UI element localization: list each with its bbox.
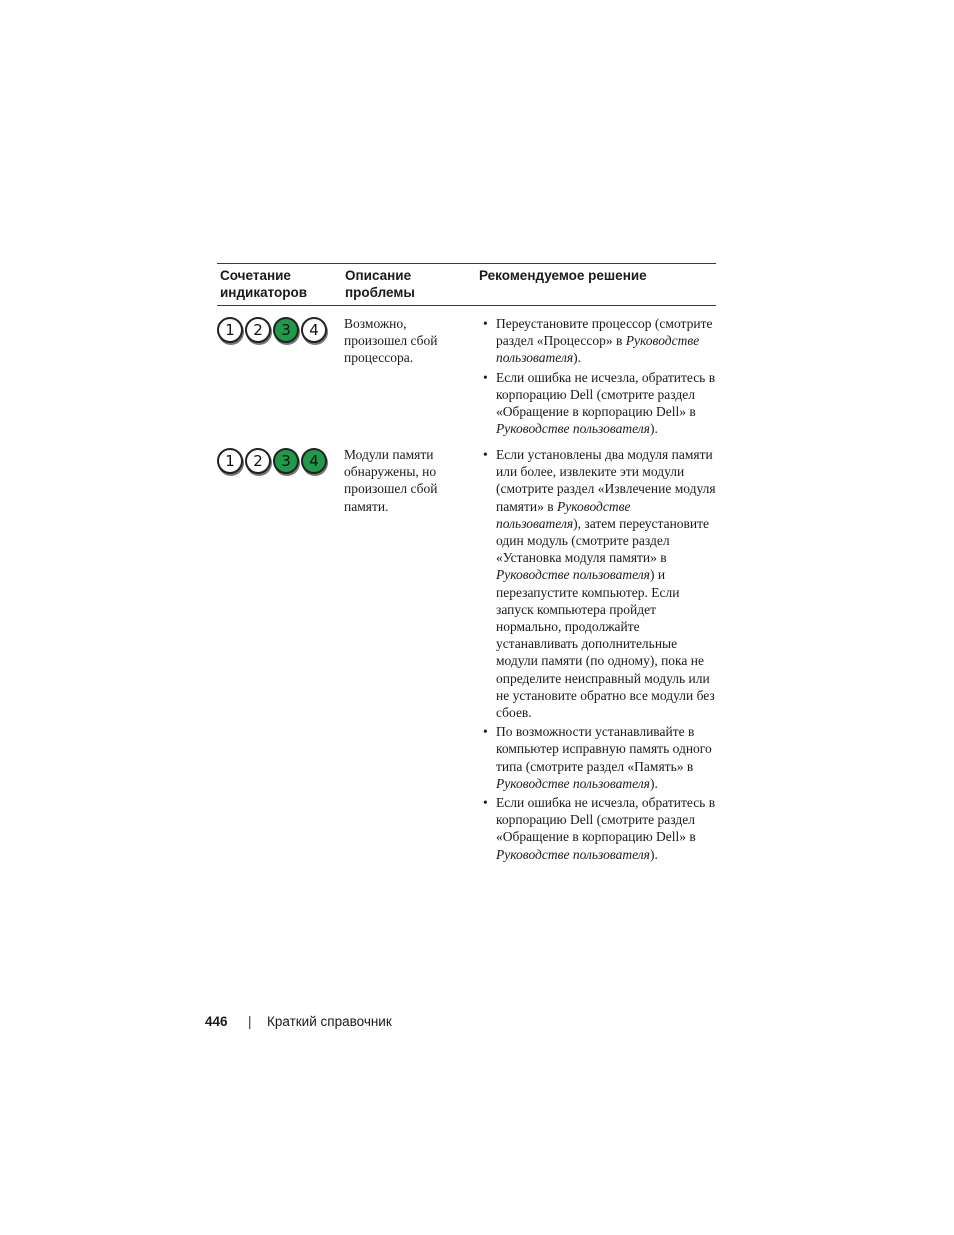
diagnostic-lights-table — [217, 263, 716, 862]
led-2-icon: 2 — [245, 448, 271, 474]
solution-cell — [481, 315, 717, 439]
footer-title: Краткий справочник — [267, 1014, 392, 1029]
table-header — [217, 264, 716, 305]
user-guide-reference: Руководстве пользователя — [496, 421, 650, 437]
solution-cell — [481, 446, 717, 865]
header-indicators: Сочетание индикаторов — [220, 268, 308, 300]
indicator-lights — [217, 448, 327, 474]
led-1-icon: 1 — [217, 317, 243, 343]
header-bottom-rule — [217, 305, 716, 306]
table-row — [217, 446, 716, 862]
page-number: 446 — [205, 1014, 228, 1029]
led-3-icon: 3 — [273, 448, 299, 474]
user-guide-reference: Руководстве пользователя — [496, 498, 631, 531]
led-4-icon: 4 — [301, 317, 327, 343]
solution-item: • Если установлены два модуля памяти или более, извлеките эти модули (смотрите раздел «Извлечение модуля памяти» в Руководстве пользователя), затем переустановите один модуль (смотрите раздел «Установка модуля памяти» в Руководстве пользователя) и перезапустите компьютер. Если запуск компьютера пройдет нормально, продолжайте устанавливать дополнительные модули памяти (по одному), пока не определите неисправный модуль или не установите обратно все модули без сбоев. — [481, 446, 717, 721]
solution-item: • Если ошибка не исчезла, обратитесь в корпорацию Dell (смотрите раздел «Обращение в корпорацию Dell» в Руководстве пользователя). — [481, 794, 717, 863]
user-guide-reference: Руководстве пользователя — [496, 567, 650, 583]
problem-description: Возможно, произошел сбой процессора. — [344, 316, 438, 366]
table-row — [217, 315, 716, 446]
solution-item: • Переустановите процессор (смотрите раздел «Процессор» в Руководстве пользователя). — [481, 315, 717, 367]
solution-item: • Если ошибка не исчезла, обратитесь в корпорацию Dell (смотрите раздел «Обращение в корпорацию Dell» в Руководстве пользователя). — [481, 369, 717, 438]
led-4-icon: 4 — [301, 448, 327, 474]
header-problem: Описание проблемы — [345, 268, 415, 300]
problem-description: Модули памяти обнаружены, но произошел сбой памяти. — [344, 447, 438, 514]
header-solution: Рекомендуемое решение — [479, 268, 647, 283]
led-3-icon: 3 — [273, 317, 299, 343]
footer-separator: | — [248, 1014, 252, 1029]
led-2-icon: 2 — [245, 317, 271, 343]
user-guide-reference: Руководстве пользователя — [496, 333, 700, 366]
indicator-lights — [217, 317, 327, 343]
solution-item: • По возможности устанавливайте в компьютер исправную память одного типа (смотрите раздел «Память» в Руководстве пользователя). — [481, 723, 717, 792]
led-1-icon: 1 — [217, 448, 243, 474]
user-guide-reference: Руководстве пользователя — [496, 775, 650, 791]
user-guide-reference: Руководстве пользователя — [496, 846, 650, 862]
